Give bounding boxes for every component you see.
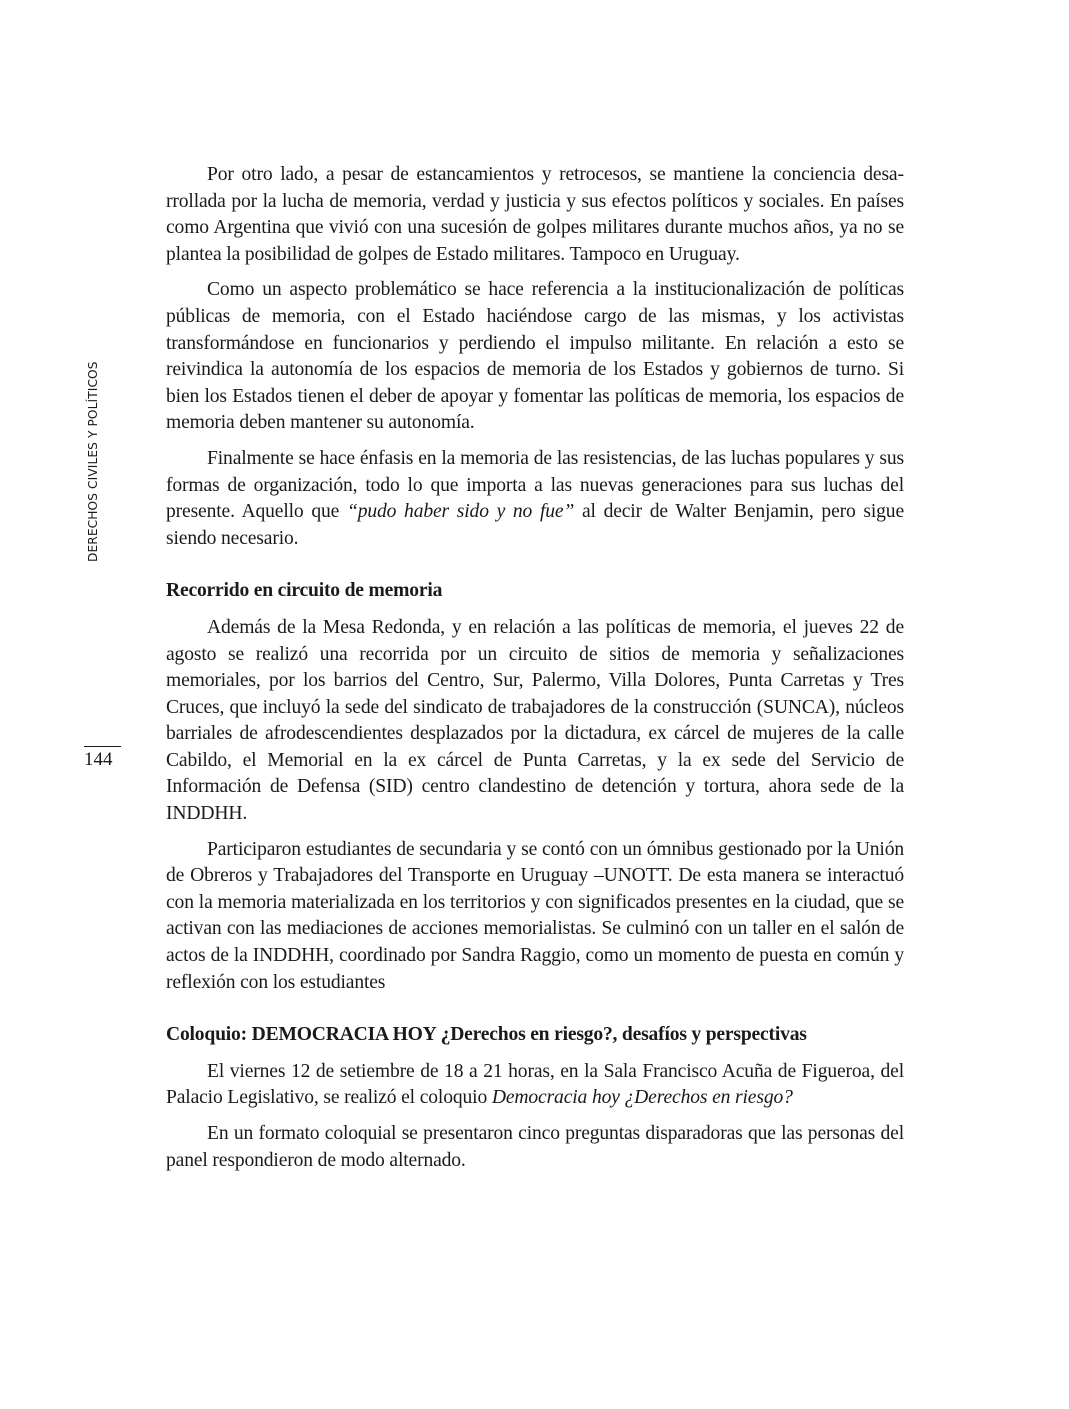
coloquio-title: Democracia hoy ¿Derechos en riesgo? bbox=[491, 1087, 793, 1109]
paragraph-3-text-after: al decir de Walter Benjamin, pero sigue siendo necesario. bbox=[166, 501, 905, 549]
benjamin-quote: “pudo haber sido y no fue” bbox=[346, 501, 575, 523]
paragraph-5: Participaron estudiantes de secundaria y se contó con un ómnibus gestionado por la Unión de Obreros y Trabajadores del Transporte en Uruguay –UNOTT. De esta manera se interactuó con la memoria materializada en los territorios y con significados presentes en la ciudad, que se activan con las mediaciones de acciones memorialistas. Se culminó con un taller en el salón de actos de la INDDHH, coordinado por Sandra Raggio, como un momento de puesta en común y reflexión con los estudiantes bbox=[166, 838, 904, 993]
paragraph-3 bbox=[166, 446, 904, 552]
paragraph-4: Además de la Mesa Redonda, y en relación a las políticas de memoria, el jueves 22 de agosto se realizó una recorrida por un circuito de sitios de memoria y señalizaciones memoriales, por los barrios del Centro, Sur, Palermo, Villa Dolores, Punta Carretas y Tres Cruces, que incluyó la sede del sindicato de trabajadores de la construcción (SUNCA), núcleos barriales de afrodescendientes desplazados por la dictadura, ex cárcel de mujeres de la calle Cabildo, el Memorial en la ex cárcel de Punta Carretas, y la ex sede del Servicio de Información de Defensa (SID) centro clandestino de detención y tortura, ahora sede de la INDDHH. bbox=[166, 616, 904, 825]
paragraph-6 bbox=[166, 1059, 904, 1112]
paragraph-7: En un formato coloquial se presentaron cinco preguntas disparadoras que las personas del panel respondieron de modo alternado. bbox=[166, 1123, 904, 1171]
paragraph-6-text-before: El viernes 12 de setiembre de 18 a 21 horas, en la Sala Francisco Acuña de Figueroa, del Palacio Legislativo, se realizó el coloquio bbox=[166, 1060, 904, 1109]
section-heading-recorrido: Recorrido en circuito de memoria bbox=[166, 580, 443, 602]
paragraph-3-text-before: Finalmente se hace énfasis en la memoria de las resistencias, de las luchas populares y sus formas de organización, todo lo que importa a las nuevas generaciones para sus luchas del presente. Aquello que bbox=[166, 447, 904, 523]
section-heading-coloquio: Coloquio: DEMOCRACIA HOY ¿Derechos en riesgo?, desafíos y perspectivas bbox=[166, 1024, 807, 1046]
paragraph-1: Por otro lado, a pesar de estancamientos y retrocesos, se mantiene la conciencia desarrollada por la lucha de memoria, verdad y justicia y sus efectos políticos y sociales. En países como Argentina que vivió con una sucesión de golpes militares durante muchos años, ya no se plantea la posibilidad de golpes de Estado militares. Tampoco en Uruguay. bbox=[166, 164, 904, 265]
body-text bbox=[166, 162, 904, 1183]
paragraph-2: Como un aspecto problemático se hace referencia a la institucionalización de políticas públicas de memoria, con el Estado haciéndose cargo de las mismas, y los activistas transformándose en funcionarios y perdiendo el impulso militante. En relación a esto se reivindica la autonomía de los espacios de memoria de los Estados y gobiernos de turno. Si bien los Estados tienen el deber de apoyar y fomentar las políticas de memoria, los espacios de memoria deben mantener su autonomía. bbox=[166, 279, 904, 434]
page-number: 144 bbox=[84, 746, 121, 771]
running-header-section-label: DERECHOS CIVILES Y POLÍTICOS bbox=[86, 361, 100, 562]
